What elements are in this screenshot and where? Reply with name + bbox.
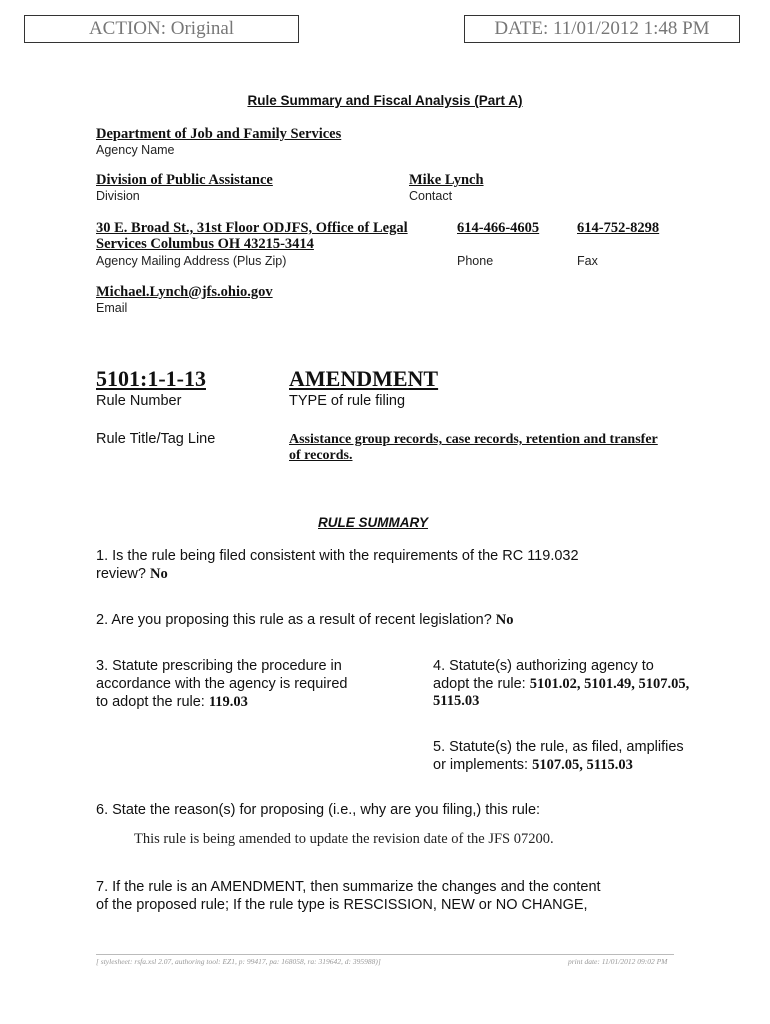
question-3-text: to adopt the rule: (96, 694, 205, 710)
question-5-line2 (433, 756, 633, 774)
rule-type-label: TYPE of rule filing (289, 393, 406, 409)
question-2 (96, 611, 514, 629)
agency-name-label: Agency Name (96, 143, 175, 157)
question-4-answer-1: 5101.02, 5101.49, 5107.05, (529, 676, 690, 692)
question-2-text: 2. Are you proposing this rule as a result of recent legislation? (96, 612, 492, 628)
question-4-text: adopt the rule: (433, 676, 526, 692)
question-5-text: or implements: (433, 757, 529, 773)
question-6-text: 6. State the reason(s) for proposing (i.e., why are you filing,) this rule: (96, 802, 541, 818)
question-2-answer: No (495, 612, 514, 628)
division-value: Division of Public Assistance (96, 172, 273, 188)
question-3-line3 (96, 693, 248, 711)
question-5-answer: 5107.05, 5115.03 (532, 757, 633, 773)
question-1-answer: No (150, 566, 168, 582)
question-3-answer: 119.03 (208, 694, 248, 710)
agency-name-value: Department of Job and Family Services (96, 126, 342, 142)
address-line2: Services Columbus OH 43215-3414 (96, 236, 314, 252)
phone-label: Phone (457, 254, 494, 268)
action-box (24, 15, 299, 43)
question-1-line1: 1. Is the rule being filed consistent with the requirements of the RC 119.032 (96, 548, 579, 564)
contact-label: Contact (409, 189, 453, 203)
rule-summary-heading: RULE SUMMARY (318, 515, 429, 530)
rule-title-line1: Assistance group records, case records, retention and transfer (289, 432, 658, 447)
question-7-line2: of the proposed rule; If the rule type is RESCISSION, NEW or NO CHANGE, (96, 897, 588, 913)
question-4-line1: 4. Statute(s) authorizing agency to (433, 658, 654, 674)
page-title: Rule Summary and Fiscal Analysis (Part A) (247, 93, 523, 108)
rule-number-value: 5101:1-1-13 (96, 366, 206, 391)
fax-label: Fax (577, 254, 598, 268)
phone-value: 614-466-4605 (457, 220, 540, 236)
question-1-text: review? (96, 566, 146, 582)
question-6-answer: This rule is being amended to update the revision date of the JFS 07200. (134, 831, 554, 847)
question-7-line1: 7. If the rule is an AMENDMENT, then summarize the changes and the content (96, 879, 601, 895)
fax-value: 614-752-8298 (577, 220, 660, 236)
rule-title-line2: of records. (289, 448, 353, 463)
rule-number-label: Rule Number (96, 393, 182, 409)
question-3-line2: accordance with the agency is required (96, 676, 348, 692)
address-line1: 30 E. Broad St., 31st Floor ODJFS, Office of Legal (96, 220, 408, 236)
email-value: Michael.Lynch@jfs.ohio.gov (96, 284, 273, 300)
date-text: DATE: 11/01/2012 1:48 PM (494, 18, 710, 39)
rule-title-label: Rule Title/Tag Line (96, 431, 216, 447)
email-label: Email (96, 301, 128, 315)
contact-value: Mike Lynch (409, 172, 484, 188)
footer-stylesheet-info: [ stylesheet: rsfa.xsl 2.07, authoring tool: EZ1, p: 99417, pa: 168058, ra: 319642, d: 395988)] (96, 957, 381, 966)
action-text: ACTION: Original (88, 18, 235, 39)
question-4-line2 (433, 675, 689, 693)
address-label: Agency Mailing Address (Plus Zip) (96, 254, 287, 268)
question-1-line2 (96, 565, 168, 583)
footer-divider (96, 954, 674, 955)
question-5-line1: 5. Statute(s) the rule, as filed, amplifies (433, 739, 684, 755)
question-3-line1: 3. Statute prescribing the procedure in (96, 658, 342, 674)
question-4-answer-2: 5115.03 (433, 693, 480, 709)
rule-type-value: AMENDMENT (289, 366, 439, 391)
footer-print-date: print date: 11/01/2012 09:02 PM (568, 957, 668, 966)
date-box (464, 15, 740, 43)
division-label: Division (96, 189, 140, 203)
